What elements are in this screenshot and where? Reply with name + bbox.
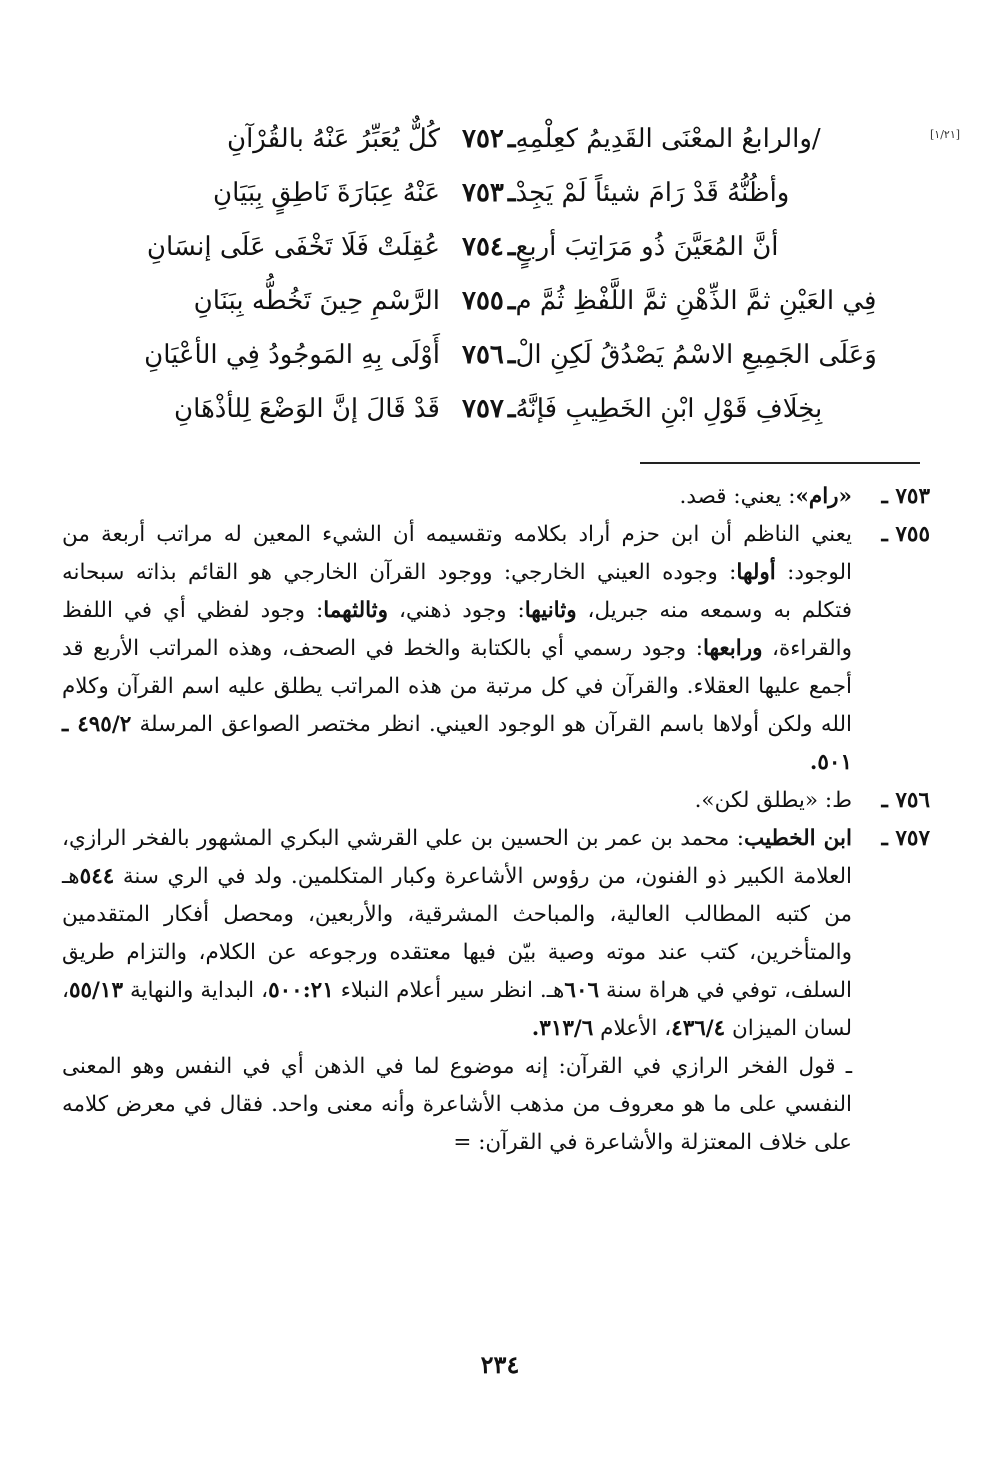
verse-first-hemistich: /والرابعُ المعْنَى القَدِيمُ كعِلْمِهِ (515, 124, 821, 154)
footnote-text-run: هـ. انظر سير أعلام النبلاء (333, 978, 565, 1003)
verse-separator: ـ (507, 178, 516, 208)
footnote-bold-text: ٤٩٥/٢ ـ ٥٠١. (62, 712, 852, 775)
verse-number: ٧٥٧ (462, 394, 504, 424)
footnote (62, 478, 930, 516)
verse-second-hemistich: أَوْلَى بِهِ المَوجُودُ فِي الأعْيَانِ (144, 340, 440, 370)
verse-separator: ـ (507, 232, 516, 262)
footnote (62, 516, 930, 782)
verse-number: ٧٥٣ (462, 178, 504, 208)
verse-line (60, 220, 930, 274)
footnote-bold-text: ورابعها (702, 636, 763, 661)
footnote-bold-text: ٥٠٠:٢١ (268, 978, 334, 1003)
footnote-text-run: : وجوده العيني الخارجي: ووجود القرآن الخارجي هو القائم بذاته سبحانه فتكلم به وسمعه منه جبريل، (62, 560, 852, 623)
footnote-divider (640, 462, 920, 464)
verse-second-hemistich: عَنْهُ عِبَارَةَ نَاطِقٍ بِبَيَانِ (212, 178, 440, 208)
verse-second-hemistich: كُلٌّ يُعَبِّرُ عَنْهُ بالقُرْآنِ (226, 124, 440, 154)
verse-second-hemistich: قَدْ قَالَ إنَّ الوَضْعَ لِلأذْهَانِ (174, 394, 440, 424)
footnote-text-run: : وجود رسمي أي بالكتابة والخط في الصحف، وهذه المراتب الأربع قد أجمع عليها العقلاء. والقرآن في كل مرتبة من هذه المراتب يطلق عليه اسم القرآن وكلام الله ولكن أولاها باسم القرآن هو الوجود العيني. انظر مختصر الصواعق المرسلة (62, 636, 852, 737)
footnote-text-run: ، الأعلام (593, 1016, 672, 1041)
footnote-bold-text: ابن الخطيب (743, 826, 852, 851)
verse-line (60, 112, 930, 166)
verse-first-hemistich: بِخِلَافِ قَوْلِ ابْنِ الخَطِيبِ فَإنَّهُ (515, 394, 823, 424)
verse-number: ٧٥٤ (462, 232, 504, 262)
footnote-text-run: هـ من كتبه المطالب العالية، والمباحث المشرقية، والأربعين، ومحصل أفكار المتقدمين والمتأخرين، كتب عند موته وصية بيّن فيها معتقده ورجوعه عن الكلام، والتزام طريق السلف، توفي في هراة سنة (62, 864, 852, 1003)
footnote-text-run: : وجود ذهني، (388, 598, 525, 623)
footnote-text (62, 478, 852, 516)
footnote-text (62, 782, 852, 820)
footnote-bold-text: «رام» (795, 484, 852, 509)
verse-line (60, 166, 930, 220)
footnote-text-run: : وجود لفظي أي في اللفظ والقراءة، (62, 598, 852, 661)
footnote-text-run: : يعني: قصد. (679, 484, 796, 509)
footnote-text-run: ، البداية والنهاية (123, 978, 269, 1003)
verse-separator: ـ (507, 394, 516, 424)
footnote-continuation: ـ قول الفخر الرازي في القرآن: إنه موضوع لما في الذهن أي في النفس وهو المعنى النفسي على ما هو معروف من مذهب الأشاعرة وأنه معنى واحد. فقال في معرض كلامه على خلاف المعتزلة والأشاعرة في القرآن: = (62, 1054, 852, 1155)
footnote-text-run: يعني الناظم أن ابن حزم أراد بكلامه وتقسيمه أن الشيء المعين له مراتب أربعة من الوجود: (62, 522, 853, 585)
footnote (62, 782, 930, 820)
footnote-text-run: ط: «يطلق لكن». (694, 788, 852, 813)
verse-first-hemistich-block (460, 112, 930, 166)
poem-verses (60, 112, 930, 436)
verse-line (60, 382, 930, 436)
footnote-bold-text: ٤٣٦/٤ (671, 1016, 726, 1041)
footnote-bold-text: ٣١٣/٦. (531, 1016, 594, 1041)
verse-first-hemistich-block (460, 166, 930, 220)
verse-number: ٧٥٦ (462, 340, 504, 370)
verse-first-hemistich: وأظُنُّهُ قَدْ رَامَ شيئاً لَمْ يَجِدْ (515, 178, 790, 208)
footnote-number: ٧٥٣ ـ (881, 484, 930, 509)
verse-separator: ـ (507, 340, 516, 370)
footnotes (62, 478, 930, 1162)
verse-line (60, 274, 930, 328)
verse-first-hemistich: فِي العَيْنِ ثمَّ الذِّهْنِ ثمَّ اللَّفْظِ ثُمَّ م (515, 286, 877, 316)
verse-first-hemistich-block (460, 220, 930, 274)
footnote-bold-text: وثالثهما (323, 598, 389, 623)
verse-first-hemistich: وَعَلَى الجَمِيعِ الاسْمُ يَصْدُقُ لَكِنِ الْ (515, 340, 877, 370)
verse-second-hemistich: عُقِلَتْ فَلَا تَخْفَى عَلَى إنسَانِ (146, 232, 440, 262)
footnote-text-run: ، لسان الميزان (62, 978, 852, 1041)
verse-second-hemistich: الرَّسْمِ حِينَ تَخُطُّه بِبَنَانِ (193, 286, 440, 316)
verse-line (60, 328, 930, 382)
footnote-bold-text: ٥٥/١٣ (68, 978, 123, 1003)
verse-first-hemistich-block (460, 382, 930, 436)
verse-first-hemistich-block (460, 328, 930, 382)
footnote-text (62, 820, 852, 1048)
verse-first-hemistich-block (460, 274, 930, 328)
footnote-bold-text: ٥٤٤ (79, 864, 115, 889)
verse-separator: ـ (507, 124, 516, 154)
footnote-text-run: : محمد بن عمر بن الحسين بن علي القرشي البكري المشهور بالفخر الرازي، العلامة الكبير ذو الفنون، من رؤوس الأشاعرة وكبار المتكلمين. ولد في الري سنة (62, 826, 852, 889)
footnote-number: ٧٥٥ ـ (881, 522, 930, 547)
page-number: ٢٣٤ (480, 1350, 520, 1379)
footnote-number: ٧٥٦ ـ (881, 788, 930, 813)
margin-reference: [١/٢١] (930, 128, 961, 141)
verse-number: ٧٥٢ (462, 124, 504, 154)
footnote-number: ٧٥٧ ـ (881, 826, 930, 851)
footnote (62, 820, 930, 1048)
footnote-bold-text: وثانيها (524, 598, 577, 623)
verse-number: ٧٥٥ (462, 286, 504, 316)
footnote-bold-text: ٦٠٦ (564, 978, 600, 1003)
verse-separator: ـ (507, 286, 516, 316)
verse-first-hemistich: أنَّ المُعَيَّنَ ذُو مَرَاتِبَ أربعٍ (515, 232, 779, 262)
footnote-bold-text: أولها (736, 560, 776, 585)
footnote-text (62, 516, 852, 782)
